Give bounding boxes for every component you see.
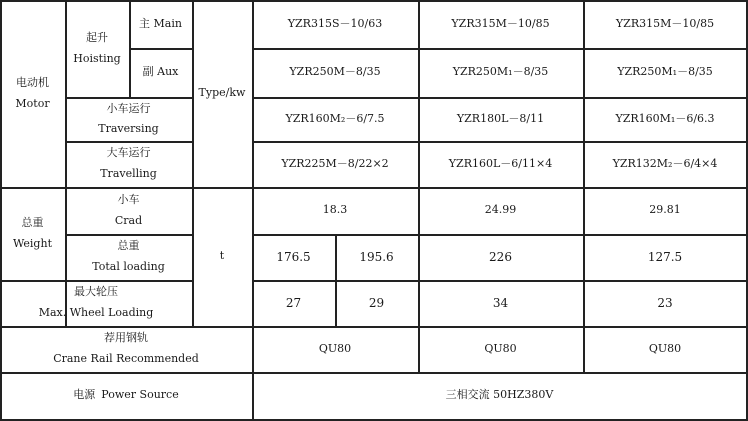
total-value-2-text: 195.6 <box>359 249 394 264</box>
rail-value-1-text: QU80 <box>318 341 352 355</box>
power-label <box>0 372 252 419</box>
weight-label <box>0 187 65 280</box>
rail-value-2-text: QU80 <box>484 341 517 355</box>
total-value-1 <box>252 234 335 280</box>
motor-unit-text: Type/kw <box>198 86 246 100</box>
total-value-3-text: 226 <box>489 249 512 264</box>
aux-label <box>129 48 192 97</box>
wheel-value-2-text: 29 <box>368 295 385 310</box>
hoisting-label-en: Hoisting <box>73 51 121 65</box>
main-value-3-text: YZR315M－10/85 <box>615 16 715 30</box>
power-value <box>252 372 747 419</box>
total-value-4-text: 127.5 <box>647 249 683 264</box>
crab-label-en: Crad <box>114 213 143 227</box>
main-value-3 <box>583 0 747 48</box>
motor-label <box>0 0 65 187</box>
motor-label-en: Motor <box>15 96 50 110</box>
weight-label-cn: 总重 <box>21 215 44 229</box>
main-value-2 <box>418 0 583 48</box>
rail-label <box>0 326 252 372</box>
travelling-label-en: Travelling <box>100 167 157 180</box>
traversing-value-1-text: YZR160M₂－6/7.5 <box>285 111 385 125</box>
crab-value-1 <box>252 187 418 234</box>
wheel-value-2 <box>335 280 418 326</box>
traversing-value-3 <box>583 97 747 141</box>
crab-label <box>65 187 192 234</box>
crab-value-1-text: 18.3 <box>322 203 348 217</box>
rail-label-cn: 荐用钢轨 <box>104 331 148 345</box>
total-value-2 <box>335 234 418 280</box>
aux-value-3-text: YZR250M₁－8/35 <box>617 65 713 79</box>
travelling-value-2 <box>418 141 583 187</box>
total-label-en: Total loading <box>92 260 165 273</box>
rail-value-1 <box>252 326 418 372</box>
traversing-value-1 <box>252 97 418 141</box>
weight-label-en: Weight <box>13 236 52 250</box>
rule <box>0 419 748 421</box>
traversing-label-cn: 小车运行 <box>106 102 151 116</box>
rail-value-2 <box>418 326 583 372</box>
crab-value-3-text: 29.81 <box>649 203 681 217</box>
traversing-label <box>65 97 192 141</box>
travelling-label <box>65 141 192 187</box>
total-value-4 <box>583 234 747 280</box>
rail-value-3 <box>583 326 747 372</box>
aux-label-text: 副 Aux <box>142 65 179 79</box>
travelling-label-cn: 大车运行 <box>106 146 151 160</box>
power-label-cn: 电源 <box>73 388 96 402</box>
travelling-value-1 <box>252 141 418 187</box>
wheel-value-3-text: 34 <box>492 295 509 310</box>
wheel-label <box>0 280 192 326</box>
crab-value-2-text: 24.99 <box>484 203 517 217</box>
traversing-value-2 <box>418 97 583 141</box>
travelling-value-1-text: YZR225M－8/22×2 <box>281 156 389 170</box>
weight-unit <box>192 187 252 326</box>
total-value-1-text: 176.5 <box>276 249 311 264</box>
main-value-1 <box>252 0 418 48</box>
total-value-3 <box>418 234 583 280</box>
wheel-label-en: Max. Wheel Loading <box>38 306 154 319</box>
crab-value-2 <box>418 187 583 234</box>
wheel-value-1 <box>252 280 335 326</box>
wheel-value-4-text: 23 <box>657 295 673 310</box>
aux-value-2 <box>418 48 583 97</box>
crab-value-3 <box>583 187 747 234</box>
wheel-value-4 <box>583 280 747 326</box>
power-label-en: Power Source <box>101 388 179 402</box>
main-label-text: 主 Main <box>139 16 182 30</box>
motor-unit <box>192 0 252 187</box>
traversing-value-2-text: YZR180L－8/11 <box>456 111 545 125</box>
power-value-text: 三相交流 50HZ380V <box>445 388 554 402</box>
rail-label-en: Crane Rail Recommended <box>53 352 199 365</box>
hoisting-label-cn: 起升 <box>86 30 108 44</box>
aux-value-3 <box>583 48 747 97</box>
wheel-value-3 <box>418 280 583 326</box>
traversing-label-en: Traversing <box>98 122 159 135</box>
aux-value-2-text: YZR250M₁－8/35 <box>452 65 549 79</box>
aux-value-1 <box>252 48 418 97</box>
travelling-value-3 <box>583 141 747 187</box>
power-label-row <box>73 385 178 406</box>
traversing-value-3-text: YZR160M₁－6/6.3 <box>615 111 715 125</box>
travelling-value-2-text: YZR160L－6/11×4 <box>448 156 553 170</box>
travelling-value-3-text: YZR132M₂－6/4×4 <box>612 156 718 170</box>
crab-label-cn: 小车 <box>117 192 140 206</box>
rail-value-3-text: QU80 <box>648 341 682 355</box>
total-label-cn: 总重 <box>117 239 140 253</box>
wheel-label-cn: 最大轮压 <box>74 285 118 299</box>
hoisting-label <box>65 0 129 97</box>
weight-unit-text: t <box>219 249 225 263</box>
main-value-1-text: YZR315S－10/63 <box>287 16 383 30</box>
motor-label-cn: 电动机 <box>16 75 49 89</box>
aux-value-1-text: YZR250M－8/35 <box>289 65 381 79</box>
main-label <box>129 0 192 48</box>
wheel-value-1-text: 27 <box>285 295 302 310</box>
total-label <box>65 234 192 280</box>
main-value-2-text: YZR315M－10/85 <box>451 16 550 30</box>
